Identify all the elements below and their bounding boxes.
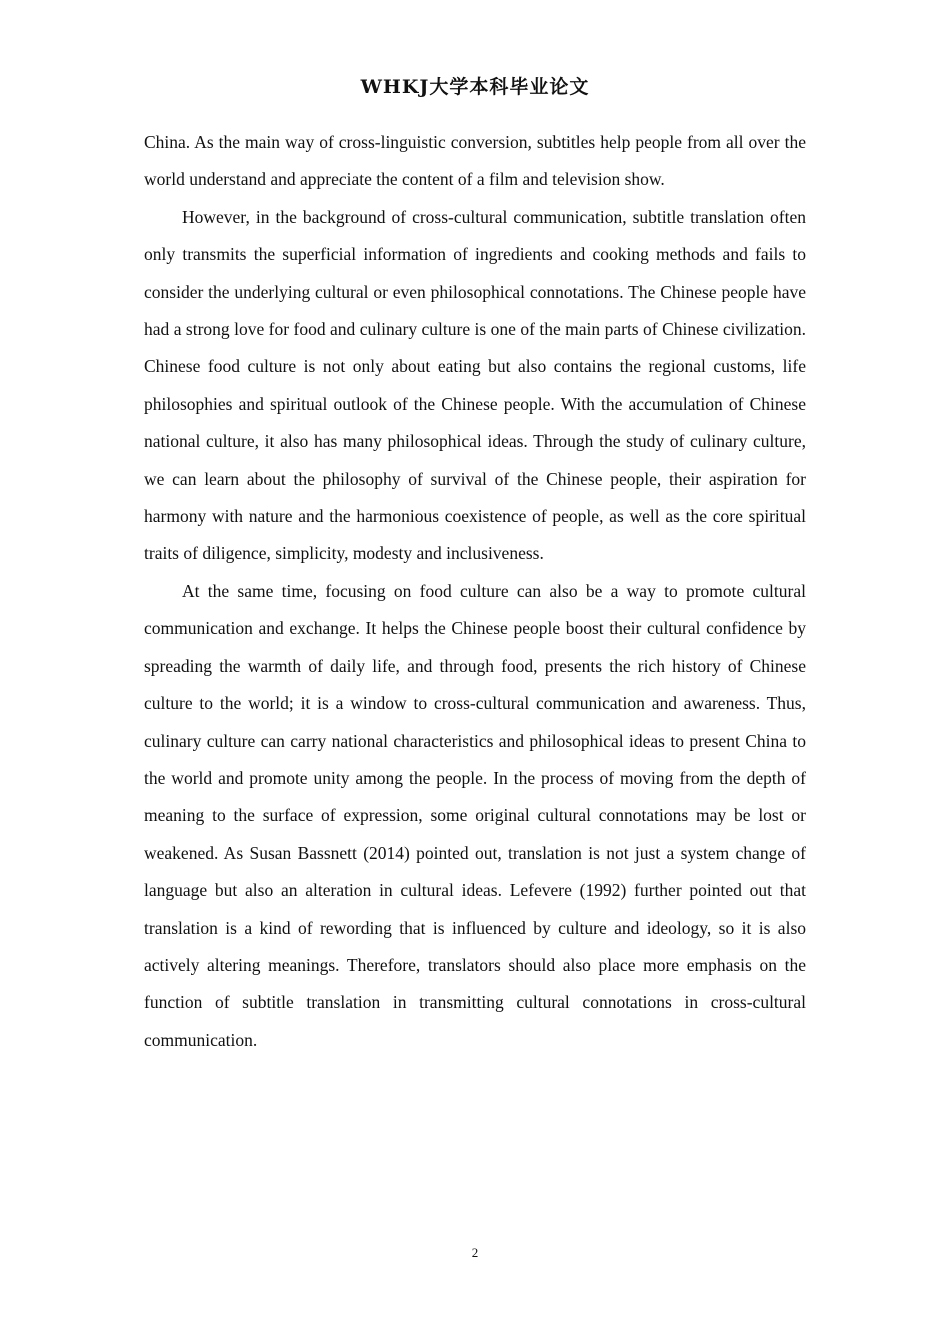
page-number: 2	[471, 1245, 479, 1260]
paragraph-continuation: China. As the main way of cross-linguistic conversion, subtitles help people from all over the world understand and appreciate the content of a film and television show.	[144, 132, 806, 190]
paragraph-subtitle-translation: However, in the background of cross-cultural communication, subtitle translation often only transmits the superficial information of ingredients and cooking methods and fails to consider the underlying cultural or even philosophical connotations. The Chinese people have had a strong love for food and culinary culture is one of the main parts of Chinese civilization. Chinese food culture is not only about eating but also contains the regional customs, life philosophies and spiritual outlook of the Chinese people. With the accumulation of Chinese national culture, it also has many philosophical ideas. Through the study of culinary culture, we can learn about the philosophy of survival of the Chinese people, their aspiration for harmony with nature and the harmonious coexistence of people, as well as the core spiritual traits of diligence, simplicity, modesty and inclusiveness.	[144, 206, 806, 564]
paragraph-food-culture: At the same time, focusing on food culture can also be a way to promote cultural communication and exchange. It helps the Chinese people boost their cultural confidence by spreading the warmth of daily life, and through food, presents the rich history of Chinese culture to the world; it is a window to cross-cultural communication and awareness. Thus, culinary culture can carry national characteristics and philosophical ideas to present China to the world and promote unity among the people. In the process of moving from the depth of meaning to the surface of expression, some original cultural connotations may be lost or weakened. As Susan Bassnett (2014) pointed out, translation is not just a system change of language but also an alteration in cultural ideas. Lefevere (1992) further pointed out that translation is a kind of rewording that is influenced by culture and ideology, so it is also actively altering meanings. Therefore, translators should also place more emphasis on the function of subtitle translation in transmitting cultural connotations in cross-cultural communication.	[144, 580, 806, 1050]
body-text	[144, 124, 806, 1059]
running-header: WHKJ大学本科毕业论文	[360, 76, 590, 98]
